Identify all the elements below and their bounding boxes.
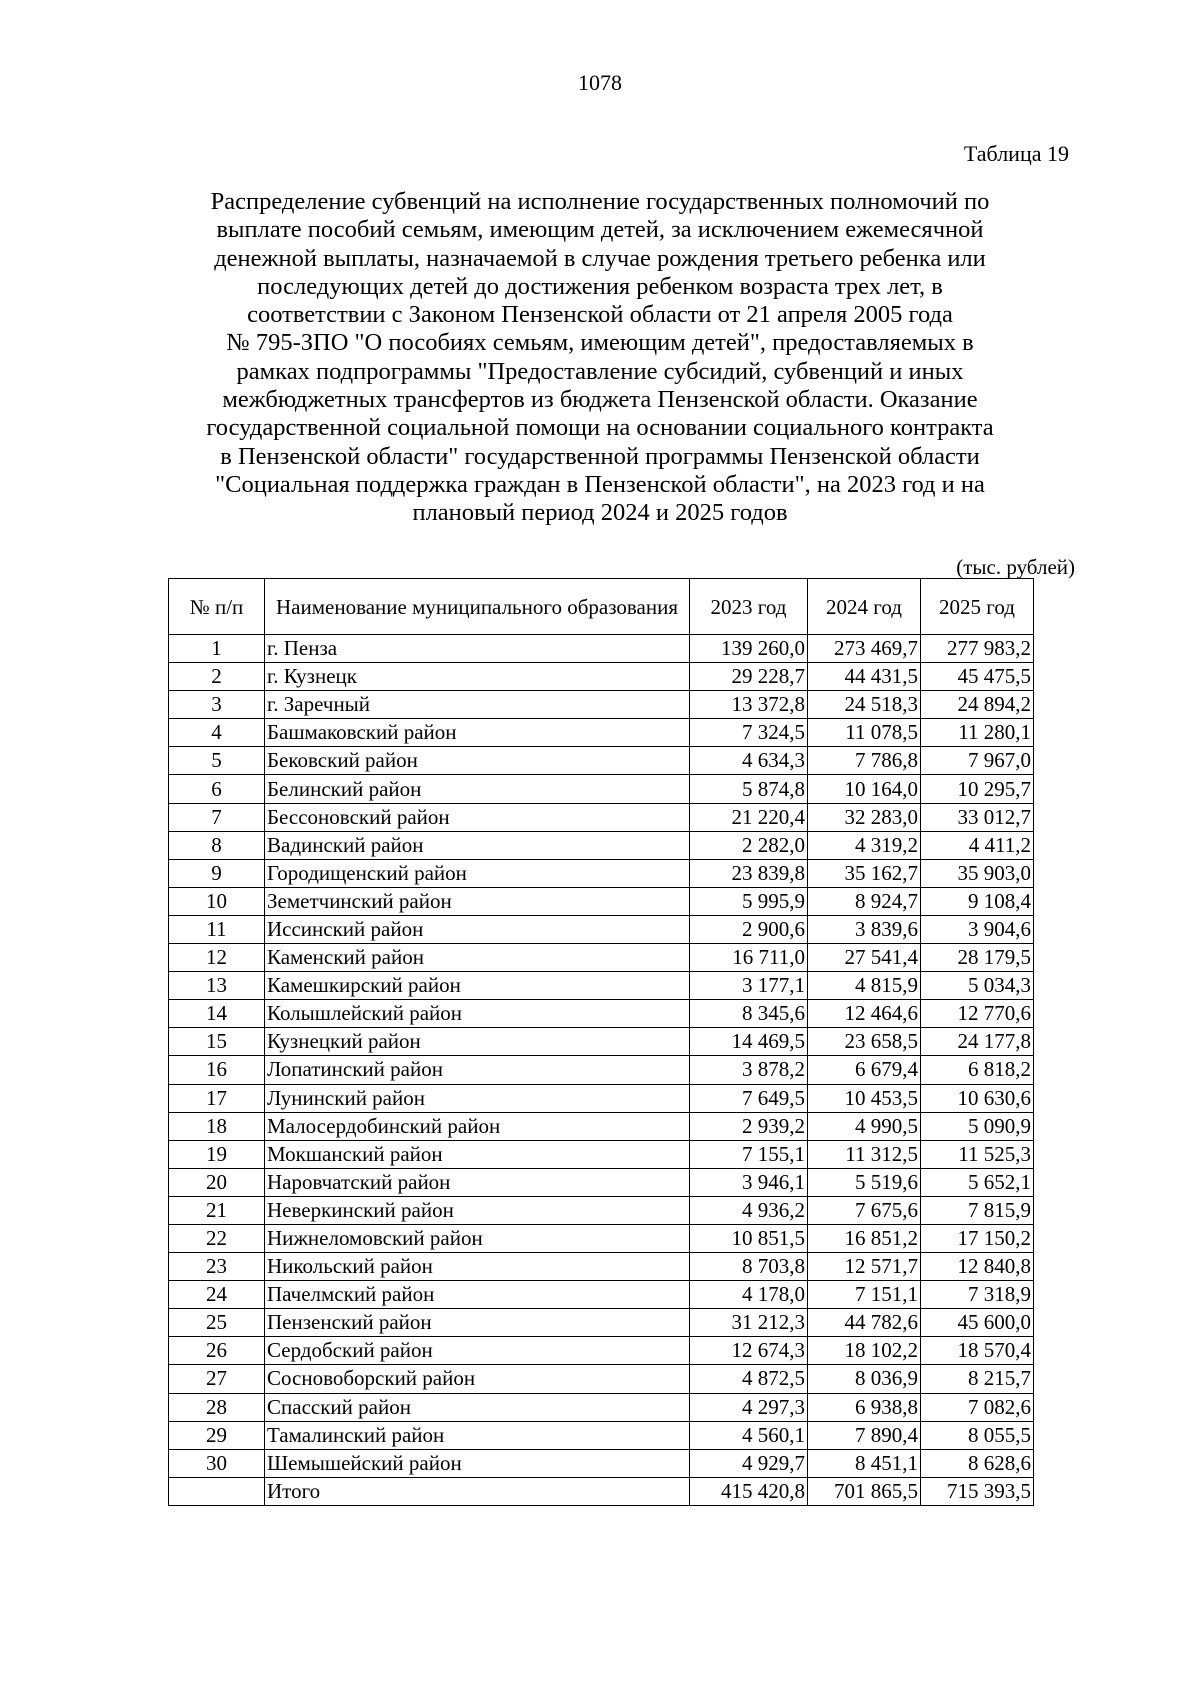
municipality-name: Шемышейский район <box>265 1449 690 1477</box>
value-2023: 5 874,8 <box>690 775 808 803</box>
value-2025: 10 630,6 <box>921 1084 1034 1112</box>
row-number: 9 <box>169 859 265 887</box>
table-row <box>169 775 1034 803</box>
municipality-name: Вадинский район <box>265 831 690 859</box>
row-number: 5 <box>169 747 265 775</box>
row-number: 6 <box>169 775 265 803</box>
value-2024: 11 078,5 <box>808 719 921 747</box>
value-2024: 7 890,4 <box>808 1421 921 1449</box>
table-row <box>169 1112 1034 1140</box>
value-2023: 5 995,9 <box>690 887 808 915</box>
total-value-2025: 715 393,5 <box>921 1477 1034 1505</box>
value-2023: 4 178,0 <box>690 1281 808 1309</box>
title-line: выплате пособий семьям, имеющим детей, за исключением ежемесячной <box>216 216 984 244</box>
value-2024: 10 164,0 <box>808 775 921 803</box>
value-2024: 44 431,5 <box>808 663 921 691</box>
value-2024: 3 839,6 <box>808 915 921 943</box>
row-number: 18 <box>169 1112 265 1140</box>
table-row <box>169 1196 1034 1224</box>
table-row <box>169 859 1034 887</box>
table-row <box>169 1000 1034 1028</box>
units-label: (тыс. рублей) <box>956 555 1075 579</box>
municipality-name: Кузнецкий район <box>265 1028 690 1056</box>
table-row <box>169 1224 1034 1252</box>
title-line: межбюджетных трансфертов из бюджета Пензенской области. Оказание <box>222 386 978 414</box>
table-row <box>169 972 1034 1000</box>
value-2024: 8 036,9 <box>808 1365 921 1393</box>
table-row <box>169 1281 1034 1309</box>
value-2023: 8 345,6 <box>690 1000 808 1028</box>
value-2025: 3 904,6 <box>921 915 1034 943</box>
total-value-2023: 415 420,8 <box>690 1477 808 1505</box>
row-number: 7 <box>169 803 265 831</box>
value-2025: 45 475,5 <box>921 663 1034 691</box>
row-number: 10 <box>169 887 265 915</box>
value-2025: 18 570,4 <box>921 1337 1034 1365</box>
row-number: 17 <box>169 1084 265 1112</box>
row-number: 26 <box>169 1337 265 1365</box>
value-2025: 28 179,5 <box>921 944 1034 972</box>
table-row <box>169 803 1034 831</box>
total-label: Итого <box>265 1477 690 1505</box>
value-2025: 10 295,7 <box>921 775 1034 803</box>
header-2024: 2024 год <box>808 579 921 635</box>
municipality-name: Бековский район <box>265 747 690 775</box>
value-2024: 32 283,0 <box>808 803 921 831</box>
value-2025: 17 150,2 <box>921 1224 1034 1252</box>
value-2024: 8 924,7 <box>808 887 921 915</box>
total-row <box>169 1477 1034 1505</box>
municipality-name: Лунинский район <box>265 1084 690 1112</box>
municipality-name: Бессоновский район <box>265 803 690 831</box>
row-number: 15 <box>169 1028 265 1056</box>
value-2023: 4 560,1 <box>690 1421 808 1449</box>
municipality-name: Нижнеломовский район <box>265 1224 690 1252</box>
value-2025: 5 652,1 <box>921 1168 1034 1196</box>
value-2025: 45 600,0 <box>921 1309 1034 1337</box>
value-2023: 23 839,8 <box>690 859 808 887</box>
municipality-name: Камешкирский район <box>265 972 690 1000</box>
value-2025: 12 770,6 <box>921 1000 1034 1028</box>
value-2024: 4 319,2 <box>808 831 921 859</box>
value-2024: 16 851,2 <box>808 1224 921 1252</box>
row-number: 30 <box>169 1449 265 1477</box>
row-number: 24 <box>169 1281 265 1309</box>
value-2024: 4 815,9 <box>808 972 921 1000</box>
value-2024: 10 453,5 <box>808 1084 921 1112</box>
municipality-name: г. Заречный <box>265 691 690 719</box>
municipality-name: Мокшанский район <box>265 1140 690 1168</box>
row-number: 19 <box>169 1140 265 1168</box>
row-number: 21 <box>169 1196 265 1224</box>
municipality-name: Колышлейский район <box>265 1000 690 1028</box>
value-2023: 21 220,4 <box>690 803 808 831</box>
table-row <box>169 663 1034 691</box>
value-2023: 4 936,2 <box>690 1196 808 1224</box>
table-row <box>169 1337 1034 1365</box>
value-2024: 35 162,7 <box>808 859 921 887</box>
value-2023: 8 703,8 <box>690 1253 808 1281</box>
value-2023: 13 372,8 <box>690 691 808 719</box>
value-2025: 8 215,7 <box>921 1365 1034 1393</box>
table-row <box>169 1393 1034 1421</box>
value-2025: 9 108,4 <box>921 887 1034 915</box>
title-line: государственной социальной помощи на основании социального контракта <box>206 414 994 442</box>
value-2025: 6 818,2 <box>921 1056 1034 1084</box>
row-number: 3 <box>169 691 265 719</box>
value-2025: 7 967,0 <box>921 747 1034 775</box>
value-2023: 2 282,0 <box>690 831 808 859</box>
row-number: 20 <box>169 1168 265 1196</box>
value-2023: 29 228,7 <box>690 663 808 691</box>
table-row <box>169 887 1034 915</box>
row-number: 23 <box>169 1253 265 1281</box>
value-2024: 273 469,7 <box>808 635 921 663</box>
value-2024: 4 990,5 <box>808 1112 921 1140</box>
table-header-row <box>169 579 1034 635</box>
value-2023: 3 946,1 <box>690 1168 808 1196</box>
value-2023: 12 674,3 <box>690 1337 808 1365</box>
value-2025: 24 894,2 <box>921 691 1034 719</box>
value-2024: 18 102,2 <box>808 1337 921 1365</box>
value-2023: 31 212,3 <box>690 1309 808 1337</box>
value-2024: 7 786,8 <box>808 747 921 775</box>
municipality-name: Тамалинский район <box>265 1421 690 1449</box>
row-number: 25 <box>169 1309 265 1337</box>
value-2025: 7 318,9 <box>921 1281 1034 1309</box>
table-row <box>169 915 1034 943</box>
value-2024: 23 658,5 <box>808 1028 921 1056</box>
table-row <box>169 1084 1034 1112</box>
value-2024: 6 938,8 <box>808 1393 921 1421</box>
table-row <box>169 1449 1034 1477</box>
value-2023: 4 297,3 <box>690 1393 808 1421</box>
municipality-name: г. Кузнецк <box>265 663 690 691</box>
table-row <box>169 635 1034 663</box>
municipality-name: Никольский район <box>265 1253 690 1281</box>
value-2023: 16 711,0 <box>690 944 808 972</box>
value-2024: 7 675,6 <box>808 1196 921 1224</box>
subvention-table <box>168 578 1034 1506</box>
value-2023: 7 324,5 <box>690 719 808 747</box>
value-2023: 3 878,2 <box>690 1056 808 1084</box>
row-number: 4 <box>169 719 265 747</box>
value-2023: 10 851,5 <box>690 1224 808 1252</box>
value-2025: 8 055,5 <box>921 1421 1034 1449</box>
value-2023: 3 177,1 <box>690 972 808 1000</box>
municipality-name: Пачелмский район <box>265 1281 690 1309</box>
value-2025: 5 090,9 <box>921 1112 1034 1140</box>
municipality-name: Пензенский район <box>265 1309 690 1337</box>
municipality-name: Городищенский район <box>265 859 690 887</box>
title-line: № 795-ЗПО "О пособиях семьям, имеющим детей", предоставляемых в <box>226 329 974 357</box>
row-number: 28 <box>169 1393 265 1421</box>
value-2024: 12 571,7 <box>808 1253 921 1281</box>
table-label: Таблица 19 <box>963 141 1069 166</box>
value-2024: 6 679,4 <box>808 1056 921 1084</box>
row-number: 13 <box>169 972 265 1000</box>
value-2024: 24 518,3 <box>808 691 921 719</box>
value-2023: 7 649,5 <box>690 1084 808 1112</box>
value-2023: 2 900,6 <box>690 915 808 943</box>
table-row <box>169 1028 1034 1056</box>
document-title <box>140 188 1060 528</box>
table-row <box>169 1056 1034 1084</box>
municipality-name: Каменский район <box>265 944 690 972</box>
table-row <box>169 1421 1034 1449</box>
table-row <box>169 944 1034 972</box>
table-row <box>169 1168 1034 1196</box>
value-2024: 12 464,6 <box>808 1000 921 1028</box>
value-2025: 8 628,6 <box>921 1449 1034 1477</box>
municipality-name: Неверкинский район <box>265 1196 690 1224</box>
municipality-name: г. Пенза <box>265 635 690 663</box>
table-row <box>169 831 1034 859</box>
title-line: последующих детей до достижения ребенком возраста трех лет, в <box>257 272 943 300</box>
table-row <box>169 1365 1034 1393</box>
total-num <box>169 1477 265 1505</box>
value-2024: 11 312,5 <box>808 1140 921 1168</box>
value-2023: 4 929,7 <box>690 1449 808 1477</box>
table-row <box>169 691 1034 719</box>
header-2025: 2025 год <box>921 579 1034 635</box>
value-2024: 5 519,6 <box>808 1168 921 1196</box>
table-row <box>169 747 1034 775</box>
value-2023: 4 872,5 <box>690 1365 808 1393</box>
municipality-name: Белинский район <box>265 775 690 803</box>
value-2025: 4 411,2 <box>921 831 1034 859</box>
value-2025: 7 082,6 <box>921 1393 1034 1421</box>
header-num: № п/п <box>169 579 265 635</box>
row-number: 11 <box>169 915 265 943</box>
row-number: 1 <box>169 635 265 663</box>
total-value-2024: 701 865,5 <box>808 1477 921 1505</box>
municipality-name: Малосердобинский район <box>265 1112 690 1140</box>
value-2025: 5 034,3 <box>921 972 1034 1000</box>
municipality-name: Спасский район <box>265 1393 690 1421</box>
municipality-name: Иссинский район <box>265 915 690 943</box>
table-row <box>169 1309 1034 1337</box>
value-2025: 12 840,8 <box>921 1253 1034 1281</box>
municipality-name: Сердобский район <box>265 1337 690 1365</box>
table-row <box>169 1253 1034 1281</box>
value-2024: 27 541,4 <box>808 944 921 972</box>
value-2023: 7 155,1 <box>690 1140 808 1168</box>
value-2024: 8 451,1 <box>808 1449 921 1477</box>
row-number: 29 <box>169 1421 265 1449</box>
value-2025: 35 903,0 <box>921 859 1034 887</box>
value-2023: 2 939,2 <box>690 1112 808 1140</box>
value-2023: 139 260,0 <box>690 635 808 663</box>
title-line: соответствии с Законом Пензенской области от 21 апреля 2005 года <box>247 301 953 329</box>
title-line: "Социальная поддержка граждан в Пензенской области", на 2023 год и на <box>215 470 985 498</box>
page-number: 1078 <box>578 70 622 95</box>
value-2024: 44 782,6 <box>808 1309 921 1337</box>
row-number: 14 <box>169 1000 265 1028</box>
header-name: Наименование муниципального образования <box>265 579 690 635</box>
value-2025: 24 177,8 <box>921 1028 1034 1056</box>
value-2025: 33 012,7 <box>921 803 1034 831</box>
value-2025: 11 525,3 <box>921 1140 1034 1168</box>
title-line: рамках подпрограммы "Предоставление субсидий, субвенций и иных <box>236 357 964 385</box>
row-number: 27 <box>169 1365 265 1393</box>
municipality-name: Земетчинский район <box>265 887 690 915</box>
title-line: в Пензенской области" государственной программы Пензенской области <box>220 442 980 470</box>
table-row <box>169 1140 1034 1168</box>
municipality-name: Башмаковский район <box>265 719 690 747</box>
municipality-name: Лопатинский район <box>265 1056 690 1084</box>
title-line: Распределение субвенций на исполнение государственных полномочий по <box>210 188 990 215</box>
value-2025: 277 983,2 <box>921 635 1034 663</box>
value-2025: 7 815,9 <box>921 1196 1034 1224</box>
row-number: 12 <box>169 944 265 972</box>
table-row <box>169 719 1034 747</box>
row-number: 2 <box>169 663 265 691</box>
row-number: 8 <box>169 831 265 859</box>
row-number: 16 <box>169 1056 265 1084</box>
value-2025: 11 280,1 <box>921 719 1034 747</box>
title-line: денежной выплаты, назначаемой в случае рождения третьего ребенка или <box>214 244 986 272</box>
municipality-name: Сосновоборский район <box>265 1365 690 1393</box>
title-line: плановый период 2024 и 2025 годов <box>412 499 788 527</box>
header-2023: 2023 год <box>690 579 808 635</box>
row-number: 22 <box>169 1224 265 1252</box>
municipality-name: Наровчатский район <box>265 1168 690 1196</box>
value-2024: 7 151,1 <box>808 1281 921 1309</box>
value-2023: 14 469,5 <box>690 1028 808 1056</box>
value-2023: 4 634,3 <box>690 747 808 775</box>
